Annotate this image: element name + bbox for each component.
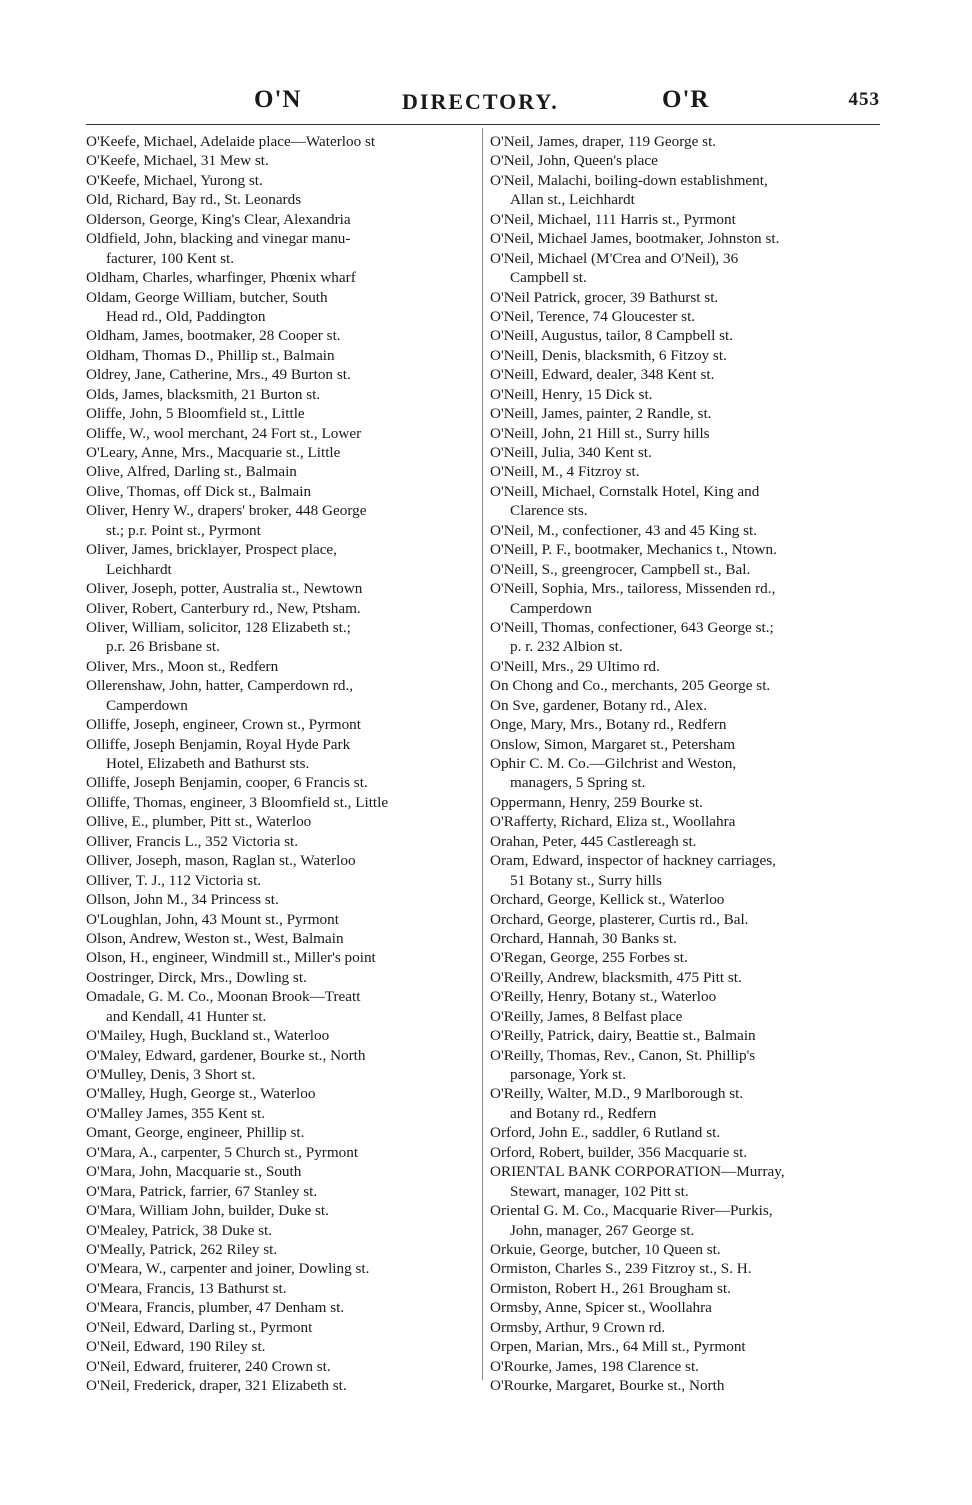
directory-entry: O'Neill, John, 21 Hill st., Surry hills [490,424,710,442]
directory-entry: O'Neil, Edward, Darling st., Pyrmont [86,1318,313,1336]
entry-continuation: Clarence sts. [510,502,588,520]
entry-continuation: Leichhardt [106,560,172,578]
directory-entry: O'Reilly, Patrick, dairy, Beattie st., Balmain [490,1027,756,1045]
directory-entry: Ollson, John M., 34 Princess st. [86,891,279,909]
entry-continuation: Camperdown [106,696,188,714]
directory-entry: Oppermann, Henry, 259 Bourke st. [490,793,703,811]
directory-entry: Orkuie, George, butcher, 10 Queen st. [490,1240,721,1258]
directory-entry: Olliffe, Thomas, engineer, 3 Bloomfield st., Little [86,793,389,811]
directory-entry: Oostringer, Dirck, Mrs., Dowling st. [86,968,307,986]
directory-entry: Ollerenshaw, John, hatter, Camperdown rd., [86,677,354,695]
directory-entry: O'Meally, Patrick, 262 Riley st. [86,1240,278,1258]
directory-entry: O'Neill, Julia, 340 Kent st. [490,444,652,461]
directory-entry: O'Reilly, James, 8 Belfast place [490,1007,683,1025]
directory-entry: O'Mealey, Patrick, 38 Duke st. [86,1221,273,1239]
directory-entry: O'Mara, A., carpenter, 5 Church st., Pyrmont [86,1143,359,1161]
column-divider [482,128,483,1380]
directory-entry: O'Neill, Henry, 15 Dick st. [490,385,653,403]
directory-entry: Olds, James, blacksmith, 21 Burton st. [86,385,321,403]
directory-entry: Orchard, George, Kellick st., Waterloo [490,891,725,909]
directory-entry: O'Keefe, Michael, Yurong st. [86,171,263,189]
right-column [490,132,880,1395]
directory-entry: Olson, H., engineer, Windmill st., Miller's point [86,949,376,967]
directory-entry: Olliver, Joseph, mason, Raglan st., Waterloo [86,852,356,870]
directory-entry: Ormsby, Arthur, 9 Crown rd. [490,1318,666,1336]
entry-continuation: managers, 5 Spring st. [510,774,646,792]
directory-entry: Oldrey, Jane, Catherine, Mrs., 49 Burton st. [86,366,351,384]
directory-entry: O'Neil, Michael, 111 Harris st., Pyrmont [490,210,736,228]
directory-entry: O'Neill, P. F., bootmaker, Mechanics t., Ntown. [490,541,777,559]
directory-entry: Olliver, Francis L., 352 Victoria st. [86,832,299,850]
directory-entry: On Chong and Co., merchants, 205 George st. [490,677,771,695]
directory-entry: O'Meara, Francis, 13 Bathurst st. [86,1279,287,1297]
running-head-left: O'N [254,86,302,113]
entry-continuation: st.; p.r. Point st., Pyrmont [106,521,261,539]
directory-entry: Omadale, G. M. Co., Moonan Brook—Treatt [86,988,361,1006]
directory-entry: O'Neil, Edward, 190 Riley st. [86,1338,266,1356]
directory-entry: O'Neill, Mrs., 29 Ultimo rd. [490,657,660,675]
directory-entry: Olliffe, Joseph Benjamin, Royal Hyde Park [86,735,351,753]
directory-entry: Oldham, James, bootmaker, 28 Cooper st. [86,327,341,345]
directory-entry: O'Neill, Sophia, Mrs., tailoress, Missenden rd., [490,580,776,598]
entry-continuation: parsonage, York st. [510,1066,627,1083]
directory-entry: O'Neill, Michael, Cornstalk Hotel, King and [490,482,760,500]
directory-entry: O'Neil, John, Queen's place [490,152,658,170]
directory-entry: Oliver, Joseph, potter, Australia st., Newtown [86,580,363,598]
directory-entry: O'Neill, Augustus, tailor, 8 Campbell st. [490,327,734,345]
directory-entry: Oram, Edward, inspector of hackney carriages, [490,852,776,870]
directory-entry: O'Neil, Malachi, boiling-down establishment, [490,171,768,189]
directory-entry: O'Neill, James, painter, 2 Randle, st. [490,405,712,423]
entry-continuation: and Kendall, 41 Hunter st. [106,1007,267,1025]
directory-entry: Orchard, Hannah, 30 Banks st. [490,929,677,947]
directory-entry: Old, Richard, Bay rd., St. Leonards [86,191,302,209]
directory-entry: Orchard, George, plasterer, Curtis rd., Bal. [490,910,749,928]
entry-continuation: Head rd., Old, Paddington [106,307,266,325]
directory-entry: O'Malley, Hugh, George st., Waterloo [86,1085,316,1103]
directory-entry: Oldham, Charles, wharfinger, Phœnix wharf [86,269,356,287]
directory-entry: On Sve, gardener, Botany rd., Alex. [490,696,708,714]
directory-entry: O'Rafferty, Richard, Eliza st., Woollahra [490,813,736,831]
directory-entry: O'Mara, Patrick, farrier, 67 Stanley st. [86,1182,318,1200]
directory-entry: Olderson, George, King's Clear, Alexandria [86,210,351,228]
entry-continuation: and Botany rd., Redfern [510,1104,657,1122]
entry-continuation: Allan st., Leichhardt [510,191,635,209]
directory-entry: Ormiston, Charles S., 239 Fitzroy st., S. H. [490,1260,752,1278]
directory-entry: O'Rourke, James, 198 Clarence st. [490,1357,699,1375]
directory-entry: O'Neill, S., greengrocer, Campbell st., Bal. [490,560,751,578]
entry-continuation: facturer, 100 Kent st. [106,249,235,267]
directory-entry: Olliver, T. J., 112 Victoria st. [86,871,262,889]
directory-entry: O'Neil, Michael James, bootmaker, Johnston st. [490,230,780,248]
entry-continuation: Stewart, manager, 102 Pitt st. [510,1182,689,1200]
directory-entry: O'Meara, W., carpenter and joiner, Dowling st. [86,1260,370,1278]
directory-entry: O'Neil, Edward, fruiterer, 240 Crown st. [86,1357,331,1375]
directory-entry: Ollive, E., plumber, Pitt st., Waterloo [86,813,312,831]
directory-entry: O'Neil, James, draper, 119 George st. [490,133,717,150]
entry-continuation: John, manager, 267 George st. [510,1221,695,1239]
directory-entry: Onge, Mary, Mrs., Botany rd., Redfern [490,716,727,734]
directory-entry: Ormiston, Robert H., 261 Brougham st. [490,1279,731,1297]
directory-entry: O'Neill, Thomas, confectioner, 643 George st.; [490,618,774,636]
directory-entry: O'Reilly, Andrew, blacksmith, 475 Pitt st. [490,968,742,986]
directory-entry: Oldam, George William, butcher, South [86,288,328,306]
directory-entry: Ophir C. M. Co.—Gilchrist and Weston, [490,755,737,772]
directory-entry: O'Regan, George, 255 Forbes st. [490,949,688,967]
entry-continuation: Hotel, Elizabeth and Bathurst sts. [106,755,310,772]
directory-entry: Orford, Robert, builder, 356 Macquarie st. [490,1143,748,1161]
directory-entry: Oriental G. M. Co., Macquarie River—Purkis, [490,1202,773,1220]
left-column [86,132,474,1395]
running-head-title: DIRECTORY. [402,89,559,114]
directory-entry: O'Reilly, Henry, Botany st., Waterloo [490,988,717,1006]
directory-entry: O'Neil, M., confectioner, 43 and 45 King st. [490,521,758,539]
directory-entry: O'Loughlan, John, 43 Mount st., Pyrmont [86,910,339,928]
directory-entry: O'Malley James, 355 Kent st. [86,1104,266,1122]
directory-entry: O'Neill, M., 4 Fitzroy st. [490,463,640,481]
directory-entry: O'Neil Patrick, grocer, 39 Bathurst st. [490,288,719,306]
directory-entry: Oliver, James, bricklayer, Prospect place, [86,541,337,559]
directory-entry: Orford, John E., saddler, 6 Rutland st. [490,1124,721,1142]
directory-entry: Onslow, Simon, Margaret st., Petersham [490,735,736,753]
directory-entry: O'Mulley, Denis, 3 Short st. [86,1066,256,1083]
directory-entry: Oliver, Mrs., Moon st., Redfern [86,657,279,675]
directory-entry: O'Keefe, Michael, Adelaide place—Waterloo st [86,133,376,150]
entry-continuation: p.r. 26 Brisbane st. [106,638,220,656]
directory-entry: Olson, Andrew, Weston st., West, Balmain [86,929,344,947]
directory-entry: O'Keefe, Michael, 31 Mew st. [86,152,269,170]
directory-entry: ORIENTAL BANK CORPORATION—Murray, [490,1163,785,1181]
directory-entry: Oliver, William, solicitor, 128 Elizabeth st.; [86,618,351,636]
directory-entry: Oliffe, John, 5 Bloomfield st., Little [86,405,305,423]
directory-entry: O'Reilly, Walter, M.D., 9 Marlborough st. [490,1085,744,1103]
directory-entry: O'Neil, Frederick, draper, 321 Elizabeth st. [86,1377,347,1394]
directory-entry: Olliffe, Joseph Benjamin, cooper, 6 Francis st. [86,774,368,792]
directory-entry: Oliver, Henry W., drapers' broker, 448 George [86,502,367,520]
directory-entry: Oldham, Thomas D., Phillip st., Balmain [86,346,335,364]
header-rule [86,124,880,125]
directory-entry: Olive, Thomas, off Dick st., Balmain [86,482,312,500]
directory-entry: O'Rourke, Margaret, Bourke st., North [490,1377,725,1394]
directory-entry: O'Reilly, Thomas, Rev., Canon, St. Phillip's [490,1046,756,1064]
directory-entry: Orahan, Peter, 445 Castlereagh st. [490,832,697,850]
directory-entry: O'Meara, Francis, plumber, 47 Denham st. [86,1299,345,1317]
directory-entry: Omant, George, engineer, Phillip st. [86,1124,305,1142]
directory-entry: O'Neill, Denis, blacksmith, 6 Fitzoy st. [490,346,727,364]
directory-entry: Oliffe, W., wool merchant, 24 Fort st., Lower [86,424,362,442]
directory-entry: Ormsby, Anne, Spicer st., Woollahra [490,1299,712,1317]
directory-entry: O'Neill, Edward, dealer, 348 Kent st. [490,366,715,384]
directory-entry: O'Mailey, Hugh, Buckland st., Waterloo [86,1027,330,1045]
entry-continuation: 51 Botany st., Surry hills [510,871,662,889]
directory-entry: Orpen, Marian, Mrs., 64 Mill st., Pyrmont [490,1338,746,1356]
directory-entry: Oliver, Robert, Canterbury rd., New, Ptsham. [86,599,361,617]
directory-entry: O'Mara, John, Macquarie st., South [86,1163,302,1181]
directory-entry: O'Neil, Terence, 74 Gloucester st. [490,307,696,325]
page-header [86,86,880,122]
entry-continuation: p. r. 232 Albion st. [510,638,623,656]
directory-entry: O'Neil, Michael (M'Crea and O'Neil), 36 [490,249,739,267]
directory-entry: O'Mara, William John, builder, Duke st. [86,1202,329,1220]
directory-entry: Olliffe, Joseph, engineer, Crown st., Pyrmont [86,716,361,734]
running-head-right: O'R [662,86,710,113]
directory-entry: O'Maley, Edward, gardener, Bourke st., North [86,1046,366,1064]
directory-entry: Oldfield, John, blacking and vinegar manu- [86,230,351,248]
directory-entry: O'Leary, Anne, Mrs., Macquarie st., Little [86,444,341,461]
entry-continuation: Camperdown [510,599,592,617]
directory-entry: Olive, Alfred, Darling st., Balmain [86,463,297,481]
page-number: 453 [848,89,880,110]
entry-continuation: Campbell st. [510,269,587,287]
